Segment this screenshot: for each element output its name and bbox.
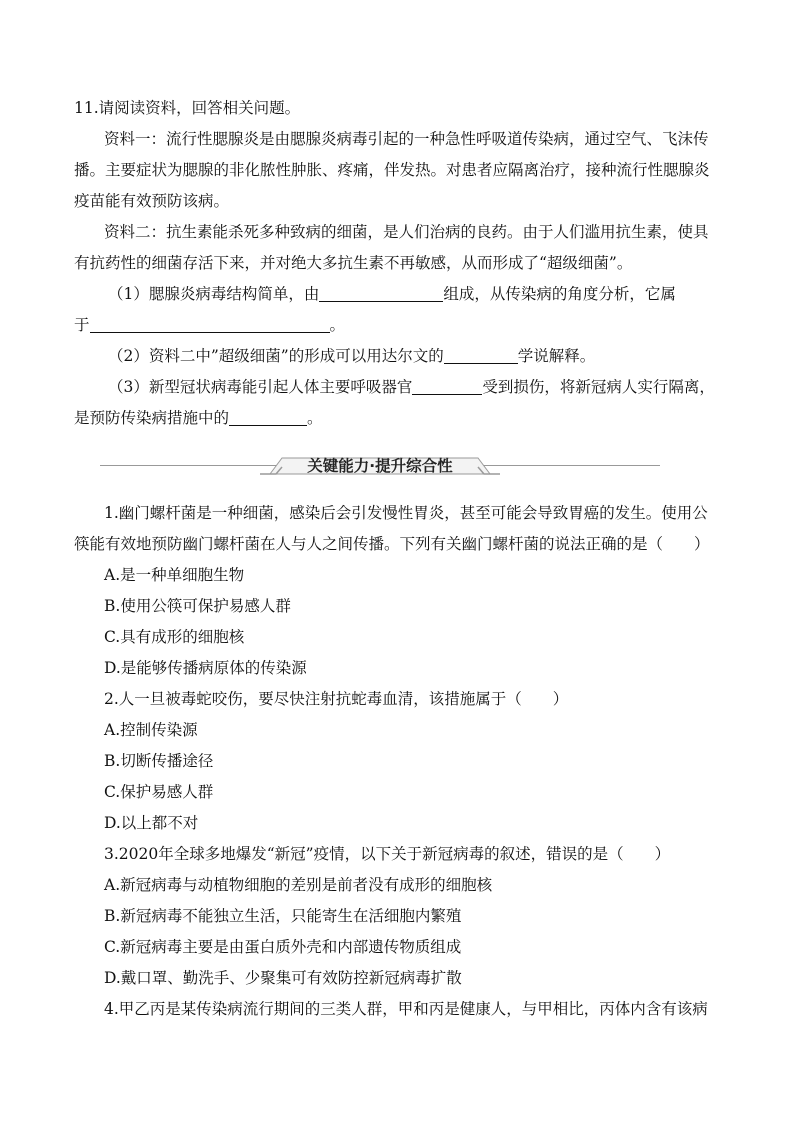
sub-question-3-text-d: 。 — [307, 409, 323, 427]
sub-question-1-cont — [74, 314, 734, 336]
q3-option-c: C.新冠病毒主要是由蛋白质外壳和内部遗传物质组成 — [104, 938, 462, 956]
q1-line-2: 筷能有效地预防幽门螺杆菌在人与人之间传播。下列有关幽门螺杆菌的说法正确的是（ ） — [74, 535, 710, 553]
answer-blank[interactable] — [319, 285, 443, 302]
answer-blank[interactable] — [444, 347, 518, 364]
answer-blank[interactable] — [229, 409, 307, 426]
sub-question-2 — [108, 345, 734, 367]
section-banner — [100, 455, 660, 477]
material-1-line-2: 播。主要症状为腮腺的非化脓性肿胀、疼痛，伴发热。对患者应隔离治疗，接种流行性腮腺炎 — [74, 161, 710, 179]
answer-blank[interactable] — [412, 378, 482, 395]
sub-question-3 — [108, 376, 734, 398]
q1-option-d: D.是能够传播病原体的传染源 — [104, 659, 307, 677]
q3-option-a: A.新冠病毒与动植物细胞的差别是前者没有成形的细胞核 — [104, 876, 493, 894]
sub-question-1-text-c: 于 — [74, 316, 90, 334]
q2-option-d: D.以上都不对 — [104, 814, 199, 832]
material-2-line-2: 有抗药性的细菌存活下来，并对绝大多抗生素不再敏感，从而形成了“超级细菌”。 — [74, 254, 633, 272]
sub-question-1-text-a: （1）腮腺炎病毒结构简单，由 — [108, 285, 320, 303]
q11-title: 11.请阅读资料，回答相关问题。 — [74, 99, 301, 117]
sub-question-3-text-c: 是预防传染病措施中的 — [74, 409, 230, 427]
sub-question-3-text-b: 受到损伤，将新冠病人实行隔离， — [482, 378, 715, 396]
q3-option-d: D.戴口罩、勤洗手、少聚集可有效防控新冠病毒扩散 — [104, 969, 462, 987]
q2-option-a: A.控制传染源 — [104, 721, 198, 739]
sub-question-3-text-a: （3）新型冠状病毒能引起人体主要呼吸器官 — [108, 378, 413, 396]
sub-question-2-text-b: 学说解释。 — [517, 347, 596, 365]
sub-question-1 — [108, 283, 734, 305]
section-title: 关键能力·提升综合性 — [307, 457, 453, 475]
q3-line-1: 3.2020年全球多地爆发“新冠”疫情，以下关于新冠病毒的叙述，错误的是（ ） — [104, 845, 671, 863]
material-1-line-3: 疫苗能有效预防该病。 — [74, 192, 230, 210]
sub-question-1-text-d: 。 — [329, 316, 346, 334]
q4-line-1: 4.甲乙丙是某传染病流行期间的三类人群，甲和丙是健康人，与甲相比，丙体内含有该病 — [104, 1000, 708, 1018]
q1-line-1: 1.幽门螺杆菌是一种细菌，感染后会引发慢性胃炎，甚至可能会导致胃癌的发生。使用公 — [104, 504, 708, 522]
q1-option-b: B.使用公筷可保护易感人群 — [104, 597, 291, 615]
q2-option-b: B.切断传播途径 — [104, 752, 214, 770]
q3-option-b: B.新冠病毒不能独立生活，只能寄生在活细胞内繁殖 — [104, 907, 462, 925]
answer-blank[interactable] — [90, 316, 330, 333]
sub-question-1-text-b: 组成，从传染病的角度分析，它属 — [443, 285, 676, 303]
sub-question-2-text-a: （2）资料二中”超级细菌”的形成可以用达尔文的 — [108, 347, 444, 365]
q2-line-1: 2.人一旦被毒蛇咬伤，要尽快注射抗蛇毒血清，该措施属于（ ） — [104, 690, 569, 708]
material-2-line-1: 资料二：抗生素能杀死多种致病的细菌，是人们治病的良药。由于人们滥用抗生素，使具 — [104, 223, 709, 241]
material-1-line-1: 资料一：流行性腮腺炎是由腮腺炎病毒引起的一种急性呼吸道传染病，通过空气、飞沫传 — [104, 130, 709, 148]
sub-question-3-cont — [74, 407, 734, 429]
q1-option-a: A.是一种单细胞生物 — [104, 566, 245, 584]
q1-option-c: C.具有成形的细胞核 — [104, 628, 245, 646]
q2-option-c: C.保护易感人群 — [104, 783, 214, 801]
